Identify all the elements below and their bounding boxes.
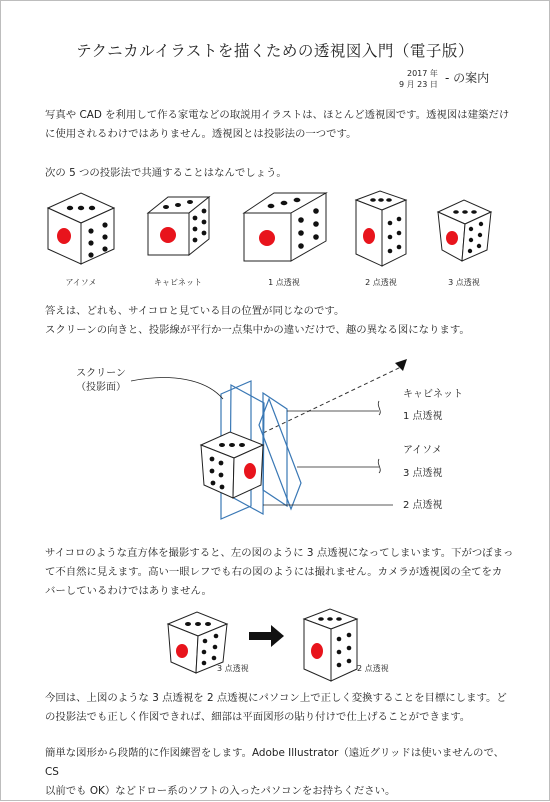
die-cabinet <box>148 197 209 255</box>
label-diagram-one-point: 1 点透視 <box>403 411 443 422</box>
event-day: 9 月 23 日 <box>399 80 438 89</box>
question-paragraph: 次の 5 つの投影法で共通することはなんでしょう。 <box>45 167 287 179</box>
label-conversion-from: 3 点透視 <box>217 664 249 673</box>
goal-line-1: 今回は、上図のような 3 点透視を 2 点透視にパソコン上で正しく変換することを目標にします。ど <box>45 692 507 704</box>
illustrations <box>1 1 550 802</box>
label-diagram-two-point: 2 点透視 <box>403 500 443 511</box>
label-screen: スクリーン <box>76 368 126 379</box>
answer-line-1: 答えは、どれも、サイコロと見ている目の位置が同じなのです。 <box>45 305 345 317</box>
camera-paragraph <box>45 544 515 601</box>
label-isometric: アイソメ <box>65 278 97 287</box>
answer-line-2: スクリーンの向きと、投影線が平行か一点集中かの違いだけで、趣の異なる図になります。 <box>45 324 470 336</box>
die-conversion-to <box>304 609 357 681</box>
label-diagram-cabinet: キャビネット <box>403 389 463 400</box>
requirements-line-1: 簡単な図形から段階的に作図練習をします。Adobe Illustrator（遠近グリッドは使いませんので、CS <box>45 747 505 778</box>
arrow-right-icon <box>249 625 284 647</box>
requirements-paragraph <box>45 744 515 801</box>
camera-line-1: サイコロのような直方体を撮影すると、左の図のように 3 点透視になってしまいます。下がつぼまっ <box>45 547 514 559</box>
label-diagram-isometric: アイソメ <box>403 445 442 456</box>
label-three-point: 3 点透視 <box>448 278 480 287</box>
event-year: 2017 年 <box>407 69 438 78</box>
die-one-point <box>244 193 326 261</box>
requirements-line-2: 以前でも OK）などドロー系のソフトの入ったパソコンをお持ちください。 <box>45 785 396 797</box>
label-two-point: 2 点透視 <box>365 278 397 287</box>
intro-line-2: に使用されるわけではありません。透視図とは投影法の一つです。 <box>45 128 357 140</box>
page-title: テクニカルイラストを描くための透視図入門（電子版） <box>76 42 474 60</box>
guide-label: - の案内 <box>445 71 490 85</box>
label-one-point: 1 点透視 <box>268 278 300 287</box>
camera-line-3: バーしているわけではありません。 <box>45 585 212 597</box>
camera-line-2: て不自然に見えます。高い一眼レフでも右の図のようには撮れません。カメラが透視図の全てをカ <box>45 566 503 578</box>
label-conversion-to: 2 点透視 <box>357 664 389 673</box>
answer-paragraph <box>45 302 515 340</box>
label-cabinet: キャビネット <box>154 278 202 287</box>
goal-paragraph <box>45 689 515 727</box>
goal-line-2: の投影法でも正しく作図できれば、細部は平面図形の貼り付けで仕上げることができます。 <box>45 711 471 723</box>
label-diagram-three-point: 3 点透視 <box>403 468 443 479</box>
die-three-point <box>438 200 491 261</box>
projection-diagram <box>131 359 407 519</box>
screen-plane-4 <box>259 399 301 509</box>
die-two-point <box>356 191 406 266</box>
label-projection-plane: （投影面） <box>76 382 126 393</box>
die-isometric <box>48 193 114 264</box>
intro-line-1: 写真や CAD を利用して作る家電などの取説用イラストは、ほとんど透視図です。透視図は建築だけ <box>45 109 510 121</box>
